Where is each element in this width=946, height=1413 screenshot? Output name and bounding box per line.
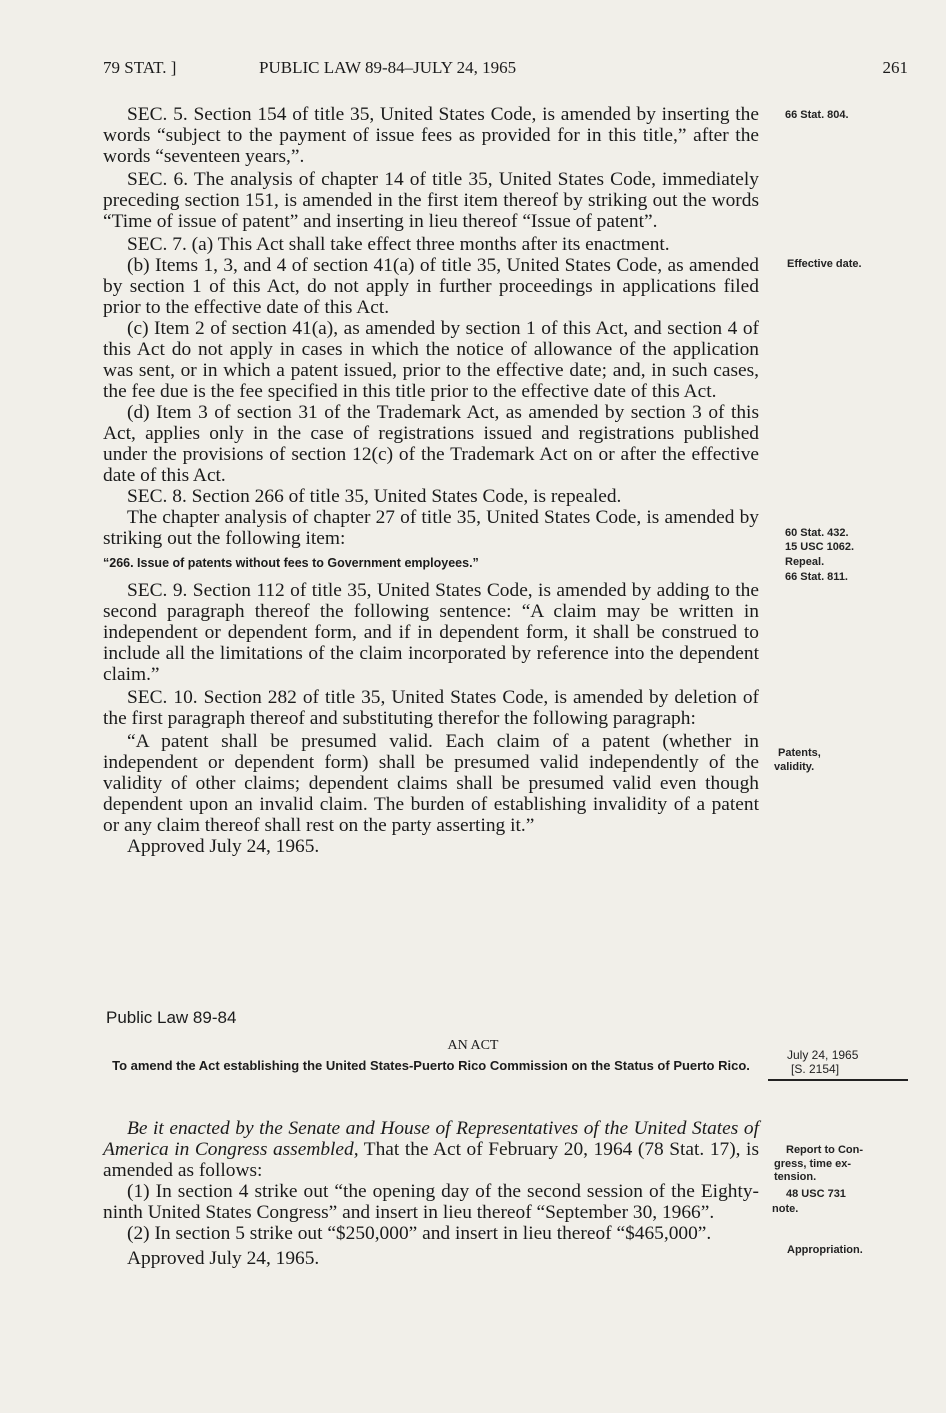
page-header — [103, 58, 908, 88]
margin-note-validity: validity. — [774, 761, 815, 773]
divider-rule — [768, 1079, 908, 1081]
section-6 — [103, 169, 759, 232]
margin-note-stat804: 66 Stat. 804. — [785, 109, 849, 121]
margin-note-stat811: 66 Stat. 811. — [785, 571, 848, 583]
section-10 — [103, 687, 759, 729]
amendment-item-2: (2) In section 5 strike out “$250,000” and insert in lieu thereof “$465,000”. — [127, 1223, 712, 1244]
section-8 — [103, 486, 759, 507]
section-text: (a) This Act shall take effect three months after its enactment. — [191, 234, 670, 255]
section-7d: (d) Item 3 of section 31 of the Trademark Act, as amended by section 3 of this Act, applies only in the case of registrations issued and registrations published under the provisions of section 12(c) of the Trademark Act on or after the effective date of this Act. — [103, 402, 759, 486]
approval-line-2: Approved July 24, 1965. — [127, 1248, 320, 1269]
section-text: Section 112 of title 35, United States Code, is amended by adding to the second paragraph thereof the following sentence: “A claim may be written in independent or dependent form, and if in dependent form, it shall be construed to include all the limitations of the claim incorporated by reference into the dependent claim.” — [103, 580, 759, 685]
section-label: SEC. 9. — [127, 580, 188, 601]
enacting-clause — [103, 1118, 759, 1181]
section-7b: (b) Items 1, 3, and 4 of section 41(a) of title 35, United States Code, as amended by section 1 of this Act, do not apply in further proceedings in applications filed prior to the effective date of this Act. — [103, 255, 759, 318]
section-5 — [103, 104, 759, 167]
margin-note-note: note. — [772, 1203, 799, 1215]
enacting-italic: Be it enacted by the Senate and House of Representatives of the United States of America in Congress assembled, — [103, 1118, 759, 1160]
second-law-text — [103, 1118, 759, 1269]
margin-note-patents: Patents, — [778, 747, 821, 759]
margin-note-date: July 24, 1965 — [787, 1048, 859, 1062]
struck-item: “266. Issue of patents without fees to Government employees.” — [103, 556, 479, 570]
section-label: SEC. 5. — [127, 104, 188, 125]
public-law-heading: Public Law 89-84 — [106, 1008, 237, 1027]
section-8-analysis: The chapter analysis of chapter 27 of title 35, United States Code, is amended by striking out the following item: — [103, 507, 759, 549]
section-7c: (c) Item 2 of section 41(a), as amended by section 1 of this Act, and section 4 of this Act do not apply in cases in which the notice of allowance of the application was sent, or in which a patent issued, prior to the effective date; and, in such cases, the fee due is the fee specified in this title prior to the effective date of this Act. — [103, 318, 759, 402]
page-number: 261 — [882, 58, 908, 77]
section-text: Section 266 of title 35, United States Code, is repealed. — [191, 486, 622, 507]
margin-note-effective-date: Effective date. — [787, 258, 862, 270]
margin-note-report-1: Report to Con- — [786, 1144, 863, 1156]
margin-note-stat432: 60 Stat. 432. — [785, 527, 849, 539]
volume-label: 79 STAT. ] — [103, 58, 177, 77]
running-title: PUBLIC LAW 89-84–JULY 24, 1965 — [259, 58, 517, 77]
an-act-heading: AN ACT — [447, 1038, 499, 1053]
section-text: The analysis of chapter 14 of title 35, United States Code, immediately preceding section 151, is amended in the first item thereof by striking out the words “Time of issue of patent” and inserting in lieu thereof “Issue of patent”. — [103, 169, 759, 232]
enacting-rest: That the Act of February 20, 1964 (78 Stat. 17), is amended as follows: — [103, 1139, 759, 1181]
approval-line: Approved July 24, 1965. — [127, 836, 320, 857]
section-7a — [103, 234, 759, 255]
section-label: SEC. 10. — [127, 687, 198, 708]
margin-note-usc731: 48 USC 731 — [786, 1188, 846, 1200]
section-label: SEC. 8. — [127, 486, 187, 507]
section-10-quote: “A patent shall be presumed valid. Each claim of a patent (whether in independent or dependent form) shall be presumed valid independently of the validity of other claims; dependent claims shall be presumed valid even though dependent upon an invalid claim. The burden of establishing invalidity of a patent or any claim thereof shall rest on the party asserting it.” — [103, 731, 759, 836]
amendment-item-1: (1) In section 4 strike out “the opening day of the second session of the Eighty-ninth United States Congress” and insert in lieu thereof “September 30, 1966”. — [103, 1181, 759, 1223]
main-text — [103, 104, 759, 857]
section-9 — [103, 580, 759, 685]
margin-note-usc1062: 15 USC 1062. — [785, 541, 855, 553]
act-purpose: To amend the Act establishing the United States-Puerto Rico Commission on the Status of Puerto Rico. — [112, 1058, 750, 1073]
section-text: Section 282 of title 35, United States Code, is amended by deletion of the first paragraph thereof and substituting therefor the following paragraph: — [103, 687, 759, 729]
margin-note-appropriation: Appropriation. — [787, 1244, 863, 1256]
margin-note-repeal: Repeal. — [785, 556, 825, 568]
margin-note-report-3: tension. — [774, 1171, 817, 1183]
margin-note-report-2: gress, time ex- — [774, 1158, 852, 1170]
section-label: SEC. 6. — [127, 169, 189, 190]
section-label: SEC. 7. — [127, 234, 187, 255]
section-text: Section 154 of title 35, United States Code, is amended by inserting the words “subject to the payment of issue fees as provided for in this title,” after the words “seventeen years,”. — [103, 104, 759, 167]
margin-note-bill: [S. 2154] — [791, 1062, 840, 1076]
